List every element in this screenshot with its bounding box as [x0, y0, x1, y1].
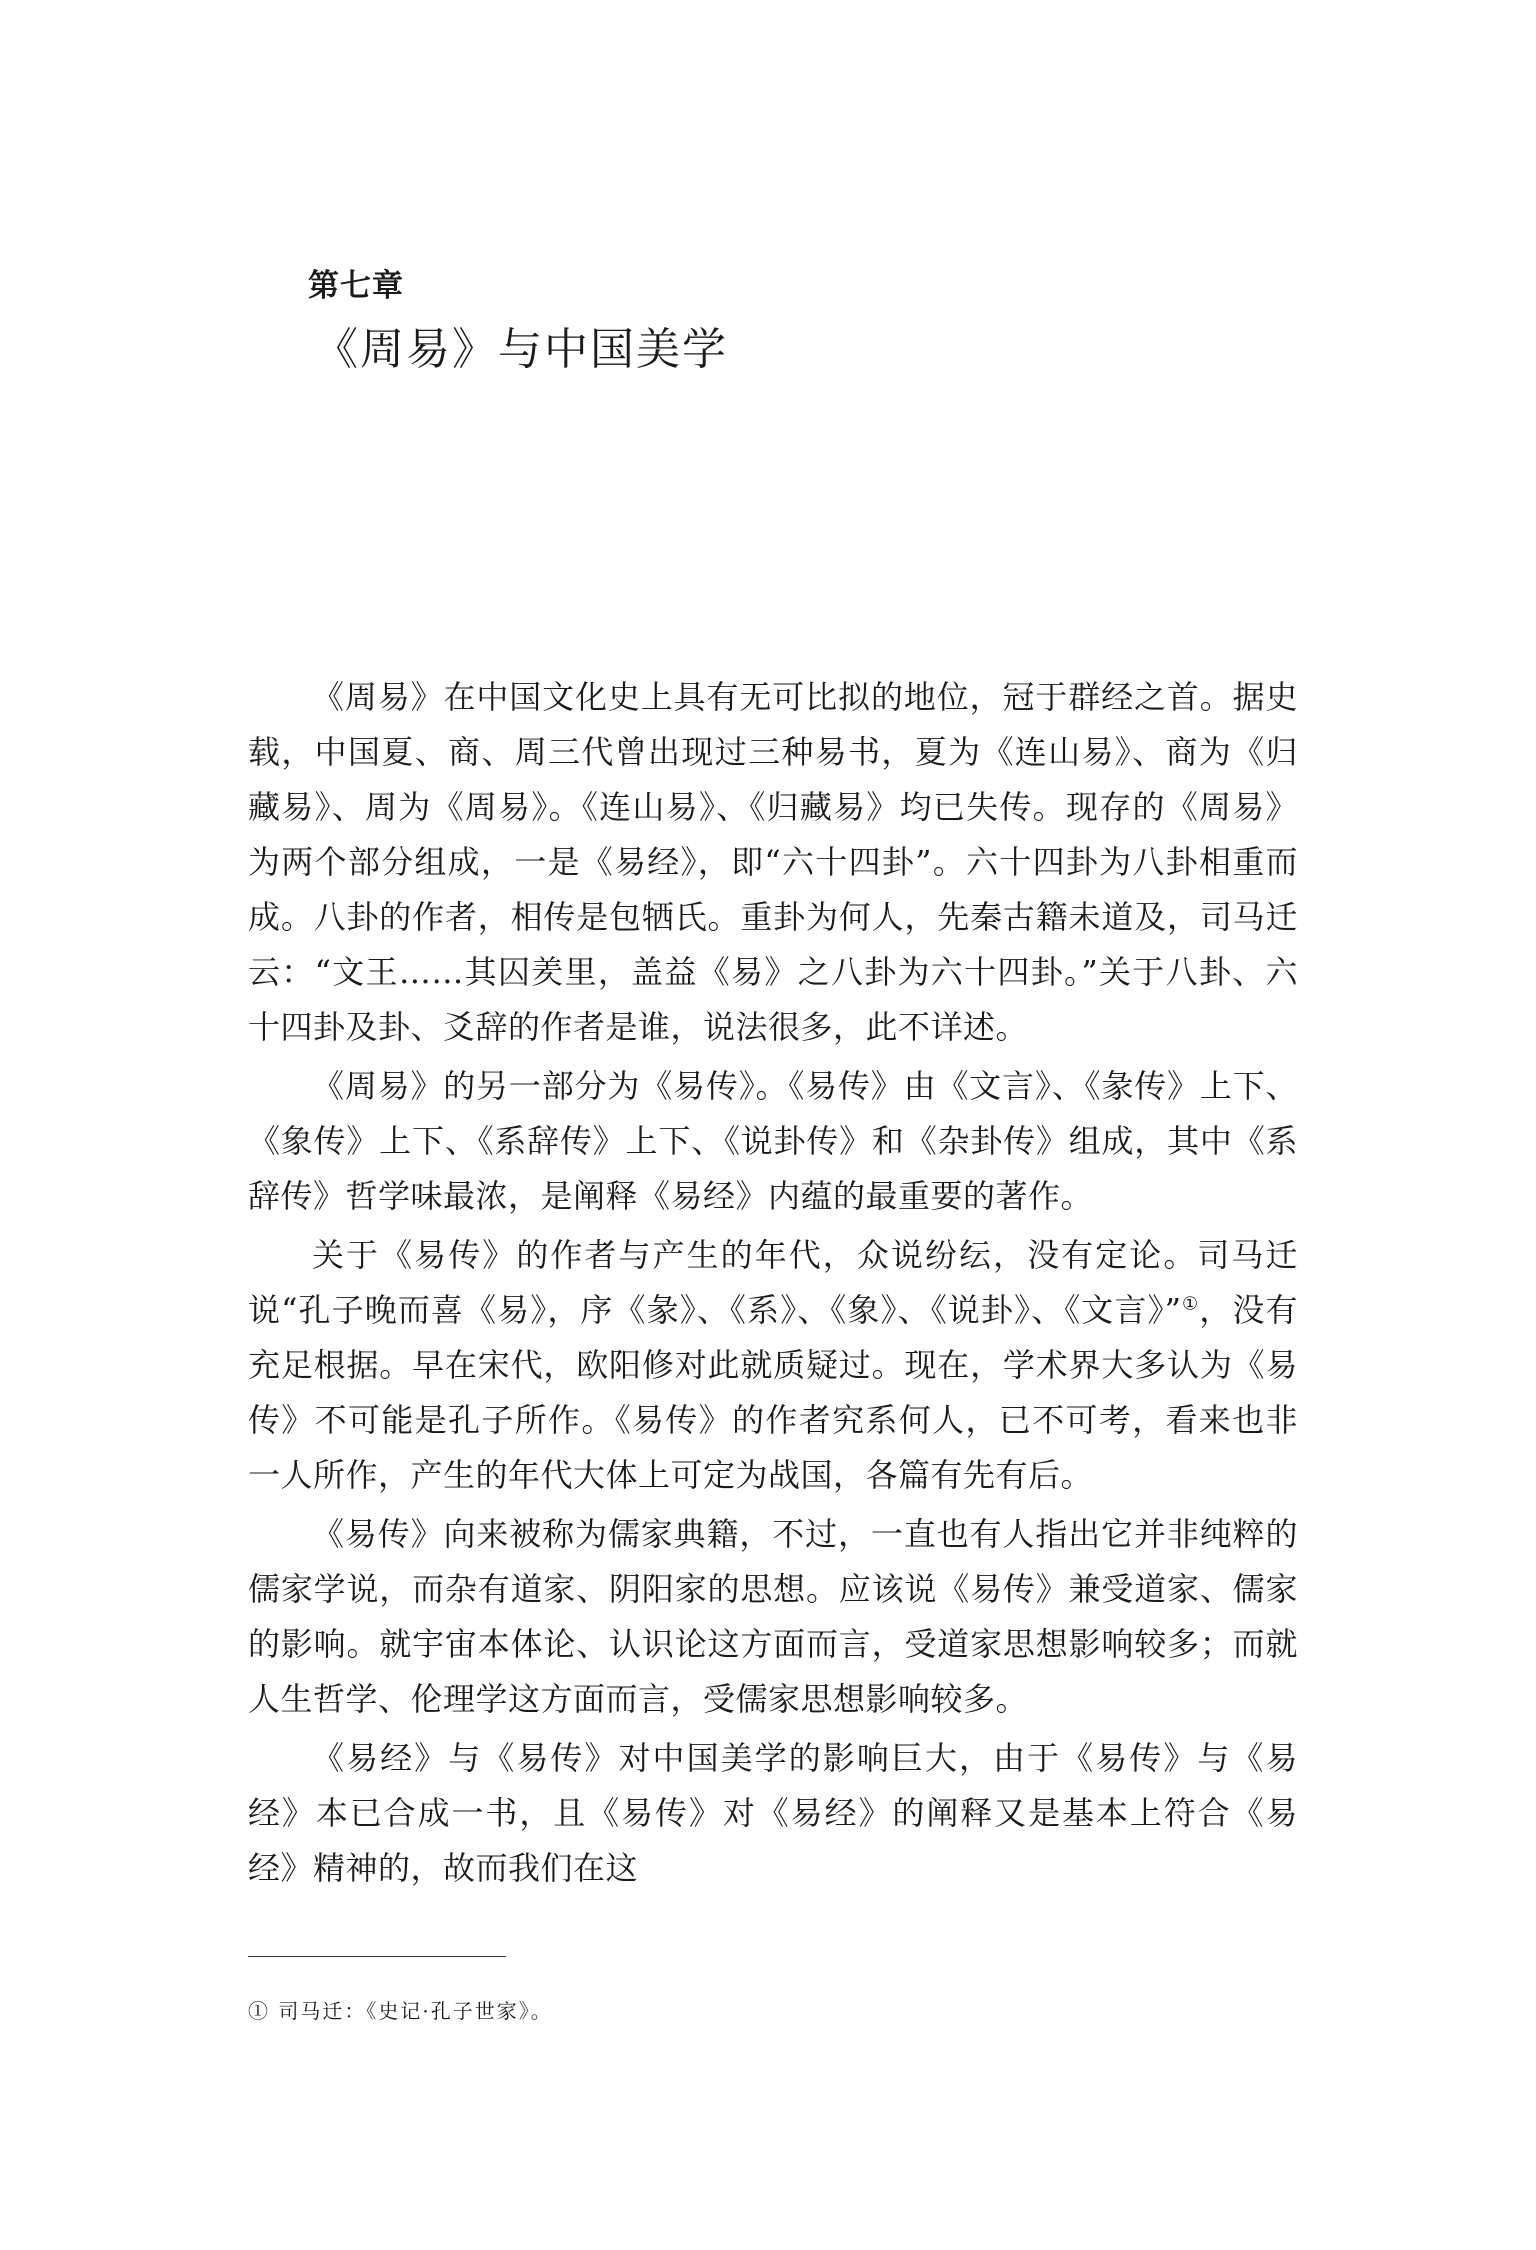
- paragraph-2: 《周易》的另一部分为《易传》。《易传》由《文言》、《彖传》上下、《象传》上下、《系辞传》上下、《说卦传》和《杂卦传》组成，其中《系辞传》哲学味最浓，是阐释《易经》内蕴的最重要的著作。: [248, 1067, 1298, 1215]
- paragraph-5: 《易经》与《易传》对中国美学的影响巨大，由于《易传》与《易经》本已合成一书，且《易传》对《易经》的阐释又是基本上符合《易经》精神的，故而我们在这: [248, 1739, 1298, 1887]
- body-text: [248, 670, 1298, 1900]
- chapter-title: 《周易》与中国美学: [314, 324, 728, 375]
- paragraph-3: [248, 1228, 1298, 1503]
- paragraph-3-part-2: ，没有充足根据。早在宋代，欧阳修对此就质疑过。现在，学术界大多认为《易传》不可能是孔子所作。《易传》的作者究系何人，已不可考，看来也非一人所作，产生的年代大体上可定为战国，各篇有先有后。: [248, 1291, 1298, 1494]
- footnote: ① 司马迁：《史记·孔子世家》。: [248, 1999, 553, 2023]
- paragraph-3-part-1: 关于《易传》的作者与产生的年代，众说纷纭，没有定论。司马迁说“孔子晚而喜《易》，序《彖》、《系》、《象》、《说卦》、《文言》”: [248, 1236, 1298, 1329]
- footnote-divider: [248, 1956, 506, 1957]
- paragraph-4: 《易传》向来被称为儒家典籍，不过，一直也有人指出它并非纯粹的儒家学说，而杂有道家、阴阳家的思想。应该说《易传》兼受道家、儒家的影响。就宇宙本体论、认识论这方面而言，受道家思想影响较多；而就人生哲学、伦理学这方面而言，受儒家思想影响较多。: [248, 1515, 1298, 1718]
- footnote-reference: ①: [1181, 1293, 1200, 1315]
- paragraph-1: 《周易》在中国文化史上具有无可比拟的地位，冠于群经之首。据史载，中国夏、商、周三代曾出现过三种易书，夏为《连山易》、商为《归藏易》、周为《周易》。《连山易》、《归藏易》均已失传。现存的《周易》为两个部分组成，一是《易经》，即“六十四卦”。六十四卦为八卦相重而成。八卦的作者，相传是包牺氏。重卦为何人，先秦古籍未道及，司马迁云：“文王……其囚羑里，盖益《易》之八卦为六十四卦。”关于八卦、六十四卦及卦、爻辞的作者是谁，说法很多，此不详述。: [248, 678, 1298, 1046]
- chapter-number: 第七章: [308, 268, 404, 304]
